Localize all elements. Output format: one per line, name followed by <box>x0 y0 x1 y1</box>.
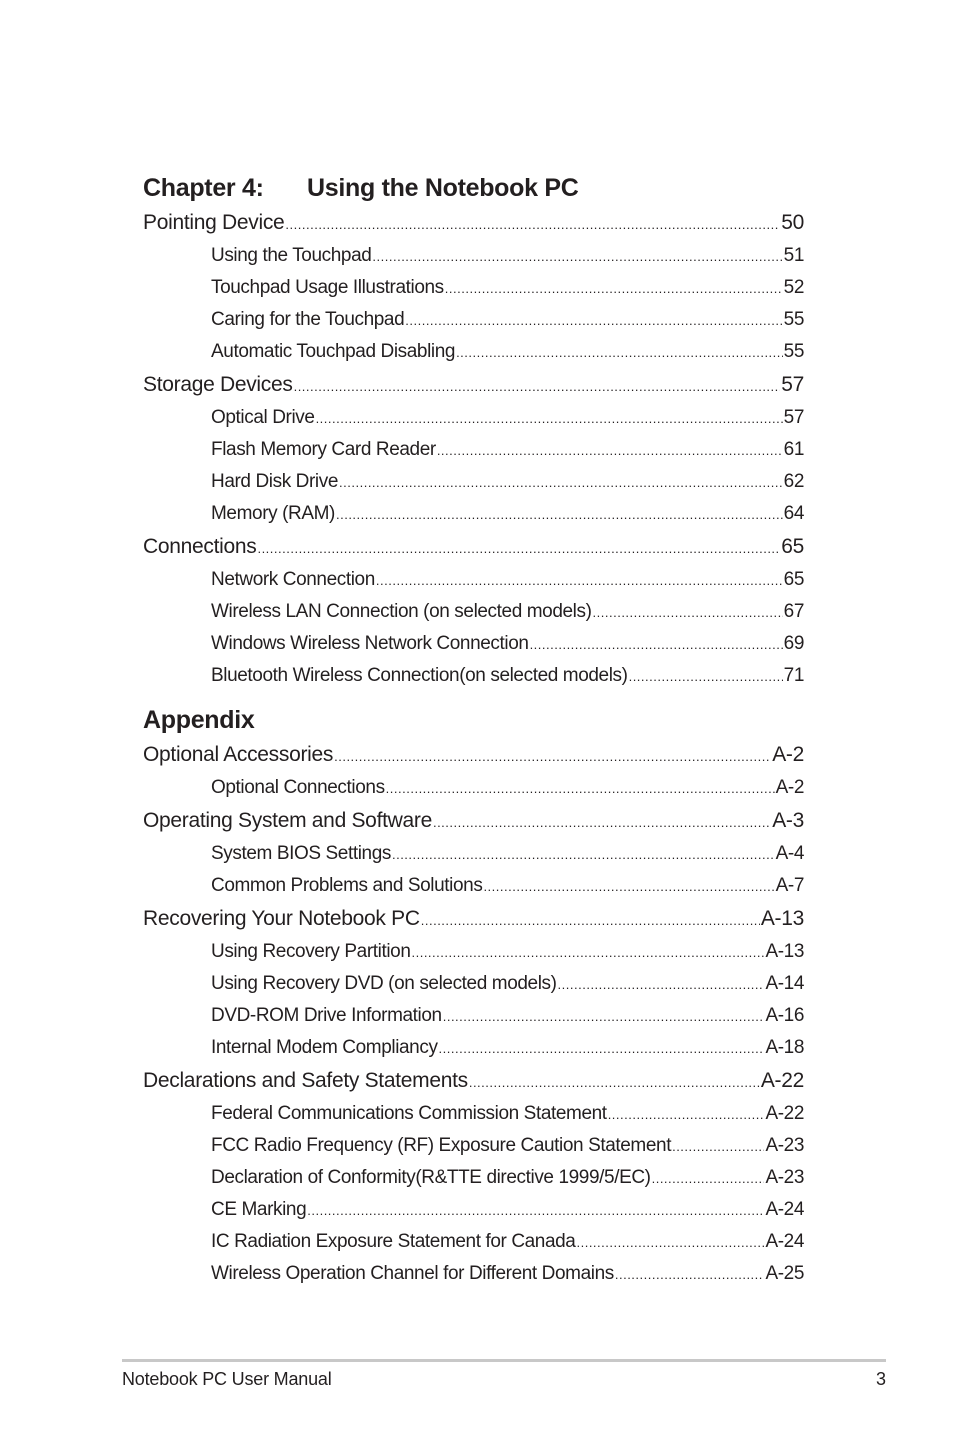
toc-section-entry[interactable] <box>143 902 804 936</box>
toc-entry-title: Optional Accessories <box>143 743 334 766</box>
toc-dot-leader <box>443 1001 765 1033</box>
toc-dot-leader <box>608 1099 765 1131</box>
toc-dot-leader <box>629 661 783 693</box>
toc-dot-leader <box>672 1131 764 1163</box>
toc-dot-leader <box>593 597 783 629</box>
toc-entry-title: Touchpad Usage Illustrations <box>211 277 444 298</box>
toc-entry-title: Network Connection <box>211 569 375 590</box>
toc-dot-leader <box>294 370 781 404</box>
toc-entry-page: 65 <box>781 535 804 558</box>
toc-entry-title: IC Radiation Exposure Statement for Canada <box>211 1231 576 1252</box>
toc-subsection-entry[interactable] <box>143 1258 804 1290</box>
toc-entry-title: Federal Communications Commission Statement <box>211 1103 607 1124</box>
toc-dot-leader <box>339 467 783 499</box>
toc-subsection-entry[interactable] <box>143 1226 804 1258</box>
toc-dot-leader <box>437 435 783 467</box>
toc-entry-title: Bluetooth Wireless Connection(on selected models) <box>211 665 628 686</box>
toc-subsection-entry[interactable] <box>143 968 804 1000</box>
toc-entry-title: Memory (RAM) <box>211 503 335 524</box>
toc-dot-leader <box>456 337 783 369</box>
toc-subsection-entry[interactable] <box>143 1098 804 1130</box>
toc-subsection-entry[interactable] <box>143 336 804 368</box>
toc-entry-page: 57 <box>781 373 804 396</box>
toc-subsection-entry[interactable] <box>143 1194 804 1226</box>
toc-dot-leader <box>439 1033 765 1065</box>
toc-subsection-entry[interactable] <box>143 466 804 498</box>
toc-entry-page: 52 <box>783 277 804 298</box>
toc-entry-title: Optical Drive <box>211 407 315 428</box>
toc-dot-leader <box>376 565 783 597</box>
toc-dot-leader <box>483 871 774 903</box>
toc-entry-page: A-14 <box>765 973 804 994</box>
chapter-number: Chapter 4: <box>143 174 264 202</box>
toc-section-entry[interactable] <box>143 368 804 402</box>
toc-subsection-entry[interactable] <box>143 936 804 968</box>
toc-entry-page: A-2 <box>772 743 804 766</box>
toc-entry-page: 65 <box>783 569 804 590</box>
toc-dot-leader <box>421 904 760 938</box>
chapter-title: Using the Notebook PC <box>307 174 579 202</box>
toc-subsection-entry[interactable] <box>143 498 804 530</box>
toc-section-entry[interactable] <box>143 738 804 772</box>
toc-subsection-entry[interactable] <box>143 304 804 336</box>
toc-subsection-entry[interactable] <box>143 838 804 870</box>
toc-entry-page: A-7 <box>775 875 804 896</box>
chapter-4-heading <box>143 170 804 206</box>
toc-entry-page: A-24 <box>765 1231 804 1252</box>
toc-entry-page: 61 <box>783 439 804 460</box>
toc-entry-page: A-3 <box>772 809 804 832</box>
toc-dot-leader <box>336 499 783 531</box>
toc-dot-leader <box>372 241 782 273</box>
toc-subsection-entry[interactable] <box>143 272 804 304</box>
toc-entry-page: 57 <box>783 407 804 428</box>
toc-entry-page: A-16 <box>765 1005 804 1026</box>
toc-entry-page: A-22 <box>760 1069 804 1092</box>
toc-entry-page: 55 <box>783 341 804 362</box>
toc-entry-title: Declaration of Conformity(R&TTE directive 1999/5/EC) <box>211 1167 651 1188</box>
toc-entry-title: Automatic Touchpad Disabling <box>211 341 456 362</box>
toc-dot-leader <box>386 773 775 805</box>
toc-subsection-entry[interactable] <box>143 1162 804 1194</box>
toc-subsection-entry[interactable] <box>143 564 804 596</box>
toc-entry-page: A-2 <box>775 777 804 798</box>
toc-entry-page: A-23 <box>765 1167 804 1188</box>
toc-dot-leader <box>530 629 783 661</box>
toc-entry-title: Declarations and Safety Statements <box>143 1069 468 1092</box>
toc-section-entry[interactable] <box>143 1064 804 1098</box>
appendix-entries <box>143 738 804 1290</box>
toc-subsection-entry[interactable] <box>143 660 804 692</box>
toc-entry-page: 69 <box>783 633 804 654</box>
toc-entry-title: Using Recovery DVD (on selected models) <box>211 973 557 994</box>
toc-subsection-entry[interactable] <box>143 1000 804 1032</box>
footer-page-number: 3 <box>875 1369 886 1389</box>
toc-entry-page: 64 <box>783 503 804 524</box>
toc-entry-title: Pointing Device <box>143 211 285 234</box>
toc-entry-title: Flash Memory Card Reader <box>211 439 436 460</box>
toc-dot-leader <box>316 403 783 435</box>
toc-entry-title: Internal Modem Compliancy <box>211 1037 438 1058</box>
toc-entry-title: FCC Radio Frequency (RF) Exposure Caution Statement <box>211 1135 672 1156</box>
toc-entry-title: DVD-ROM Drive Information <box>211 1005 442 1026</box>
toc-subsection-entry[interactable] <box>143 772 804 804</box>
toc-entry-title: CE Marking <box>211 1199 307 1220</box>
toc-entry-title: Using Recovery Partition <box>211 941 411 962</box>
toc-entry-page: A-13 <box>765 941 804 962</box>
toc-dot-leader <box>576 1227 764 1259</box>
toc-entry-title: Recovering Your Notebook PC <box>143 907 420 930</box>
toc-entry-title: Windows Wireless Network Connection <box>211 633 529 654</box>
chapter-4-entries <box>143 206 804 692</box>
toc-subsection-entry[interactable] <box>143 1032 804 1064</box>
toc-section-entry[interactable] <box>143 206 804 240</box>
toc-entry-title: Connections <box>143 535 257 558</box>
toc-dot-leader <box>411 937 764 969</box>
toc-entry-page: A-22 <box>765 1103 804 1124</box>
toc-entry-title: Hard Disk Drive <box>211 471 339 492</box>
toc-subsection-entry[interactable] <box>143 870 804 902</box>
toc-dot-leader <box>433 806 771 840</box>
toc-entry-page: A-4 <box>775 843 804 864</box>
toc-section-entry[interactable] <box>143 530 804 564</box>
toc-entry-page: A-24 <box>765 1199 804 1220</box>
toc-entry-page: 67 <box>783 601 804 622</box>
toc-dot-leader <box>469 1066 760 1100</box>
toc-entry-title: System BIOS Settings <box>211 843 391 864</box>
toc-section-entry[interactable] <box>143 804 804 838</box>
toc-entry-page: 55 <box>783 309 804 330</box>
table-of-contents <box>143 170 804 1290</box>
toc-dot-leader <box>285 208 780 242</box>
toc-entry-page: 51 <box>783 245 804 266</box>
toc-entry-page: 50 <box>781 211 804 234</box>
toc-entry-title: Using the Touchpad <box>211 245 372 266</box>
toc-entry-title: Wireless Operation Channel for Different Domains <box>211 1263 614 1284</box>
toc-entry-title: Common Problems and Solutions <box>211 875 483 896</box>
toc-entry-title: Caring for the Touchpad <box>211 309 405 330</box>
toc-dot-leader <box>392 839 775 871</box>
toc-entry-page: A-18 <box>765 1037 804 1058</box>
appendix-heading: Appendix <box>143 706 255 734</box>
toc-dot-leader <box>652 1163 765 1195</box>
toc-entry-page: A-23 <box>765 1135 804 1156</box>
toc-dot-leader <box>615 1259 765 1291</box>
footer-divider <box>122 1359 886 1362</box>
footer-manual-title: Notebook PC User Manual <box>122 1369 332 1389</box>
toc-subsection-entry[interactable] <box>143 402 804 434</box>
toc-dot-leader <box>558 969 765 1001</box>
toc-entry-title: Storage Devices <box>143 373 293 396</box>
toc-subsection-entry[interactable] <box>143 434 804 466</box>
toc-subsection-entry[interactable] <box>143 596 804 628</box>
toc-entry-title: Wireless LAN Connection (on selected models) <box>211 601 592 622</box>
toc-entry-title: Operating System and Software <box>143 809 432 832</box>
toc-dot-leader <box>405 305 782 337</box>
toc-subsection-entry[interactable] <box>143 1130 804 1162</box>
toc-dot-leader <box>307 1195 764 1227</box>
toc-entry-page: 62 <box>783 471 804 492</box>
toc-entry-page: 71 <box>783 665 804 686</box>
toc-subsection-entry[interactable] <box>143 240 804 272</box>
toc-dot-leader <box>445 273 783 305</box>
toc-dot-leader <box>257 532 780 566</box>
toc-dot-leader <box>334 740 771 774</box>
toc-subsection-entry[interactable] <box>143 628 804 660</box>
toc-entry-page: A-13 <box>760 907 804 930</box>
toc-entry-page: A-25 <box>765 1263 804 1284</box>
toc-entry-title: Optional Connections <box>211 777 385 798</box>
